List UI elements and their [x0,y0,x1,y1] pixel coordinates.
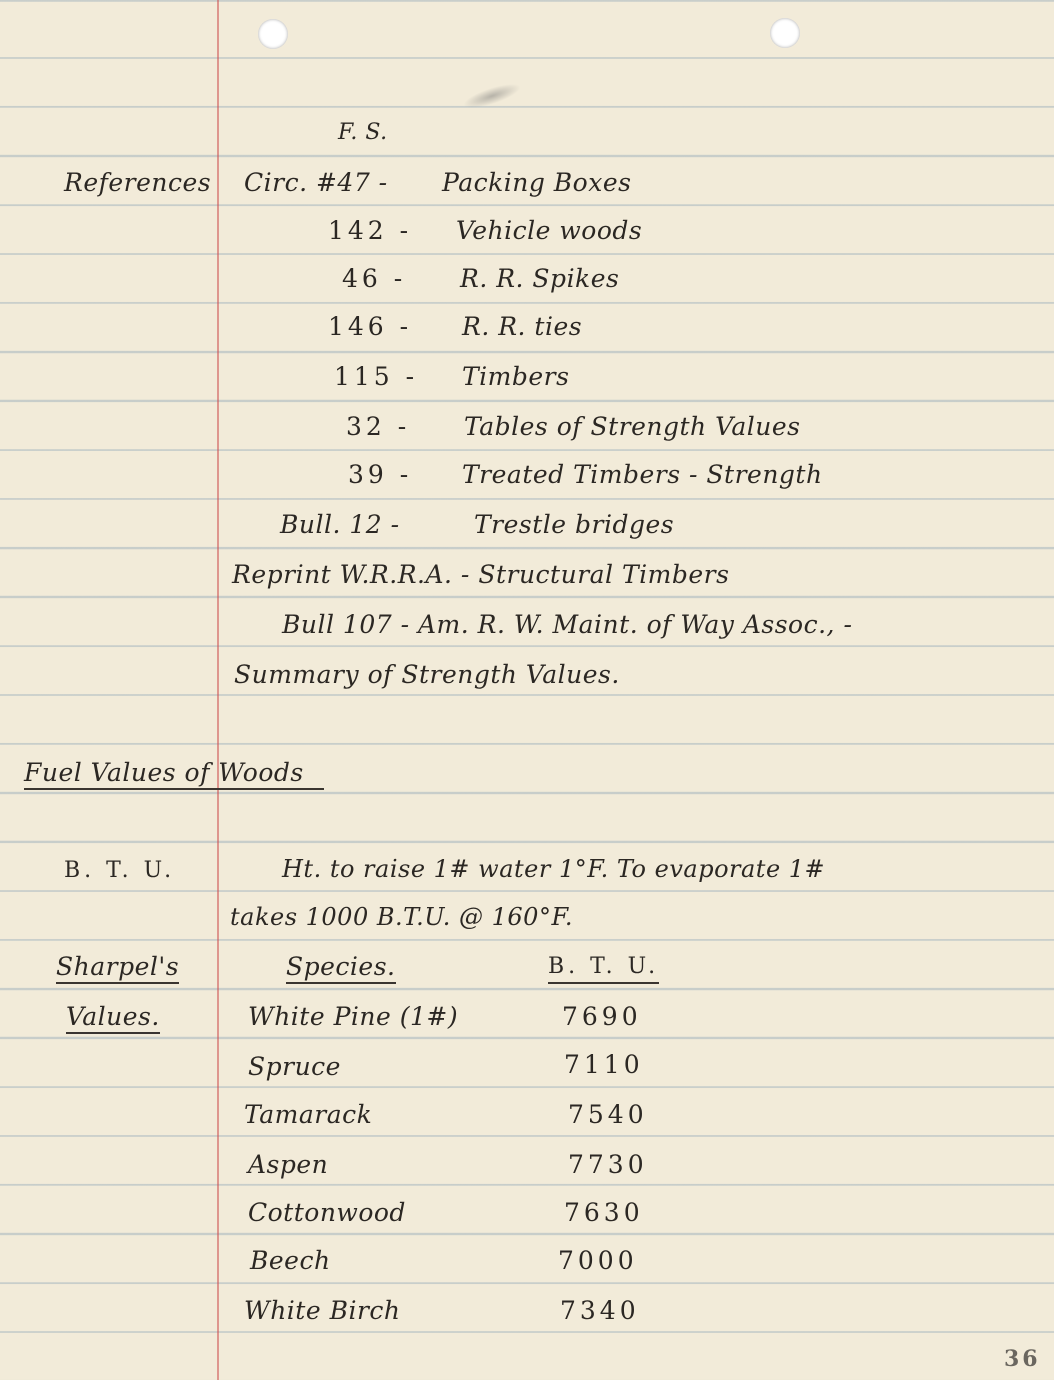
ref-num: 146 - [328,312,413,341]
species-cell: Tamarack [244,1100,373,1129]
species-cell: Cottonwood [248,1198,406,1227]
ref-num: 46 - [342,264,407,293]
species-cell: Aspen [248,1150,329,1179]
species-cell: White Birch [244,1296,401,1325]
btu-cell: 7110 [564,1050,644,1079]
ref-title: Tables of Strength Values [464,412,801,441]
ref-title: Timbers [462,362,570,391]
species-cell: Spruce [248,1052,341,1081]
btu-definition: Ht. to raise 1# water 1°F. To evaporate 1# [282,855,826,883]
ref-num: Circ. #47 - [244,168,388,197]
punch-hole-left [258,19,288,49]
ref-title: R. R. Spikes [460,264,620,293]
btu-label: B. T. U. [64,858,176,883]
species-cell: White Pine (1#) [248,1002,459,1031]
page-number: 36 [1004,1346,1041,1372]
btu-definition-cont: takes 1000 B.T.U. @ 160°F. [230,903,573,931]
ref-num: Bull. 12 - [280,510,400,539]
ref-title: R. R. ties [462,312,583,341]
ref-num: 142 - [328,216,413,245]
fuel-values-heading: Fuel Values of Woods [24,758,324,790]
summary-line: Summary of Strength Values. [234,660,620,689]
btu-cell: 7630 [564,1198,644,1227]
values-label: Values. [66,1002,160,1034]
ref-title: Packing Boxes [442,168,632,197]
btu-cell: 7000 [558,1246,638,1275]
fs-heading: F. S. [338,120,388,145]
btu-header: B. T. U. [548,952,659,984]
btu-cell: 7730 [568,1150,648,1179]
btu-cell: 7540 [568,1100,648,1129]
sharpel-label: Sharpel's [56,952,179,984]
ref-title: Trestle bridges [474,510,675,539]
ref-title: Treated Timbers - Strength [462,460,823,489]
references-label: References [64,168,212,197]
ref-title: Vehicle woods [456,216,643,245]
species-header: Species. [286,952,396,984]
species-cell: Beech [250,1246,331,1275]
ref-num: 32 - [346,412,411,441]
bull-107-line: Bull 107 - Am. R. W. Maint. of Way Assoc., - [282,610,853,639]
reprint-line: Reprint W.R.R.A. - Structural Timbers [232,560,730,589]
ref-num: 39 - [348,460,413,489]
btu-cell: 7340 [560,1296,640,1325]
btu-cell: 7690 [562,1002,642,1031]
punch-hole-right [770,18,800,48]
margin-rule [217,0,219,1380]
ref-num: 115 - [334,362,419,391]
